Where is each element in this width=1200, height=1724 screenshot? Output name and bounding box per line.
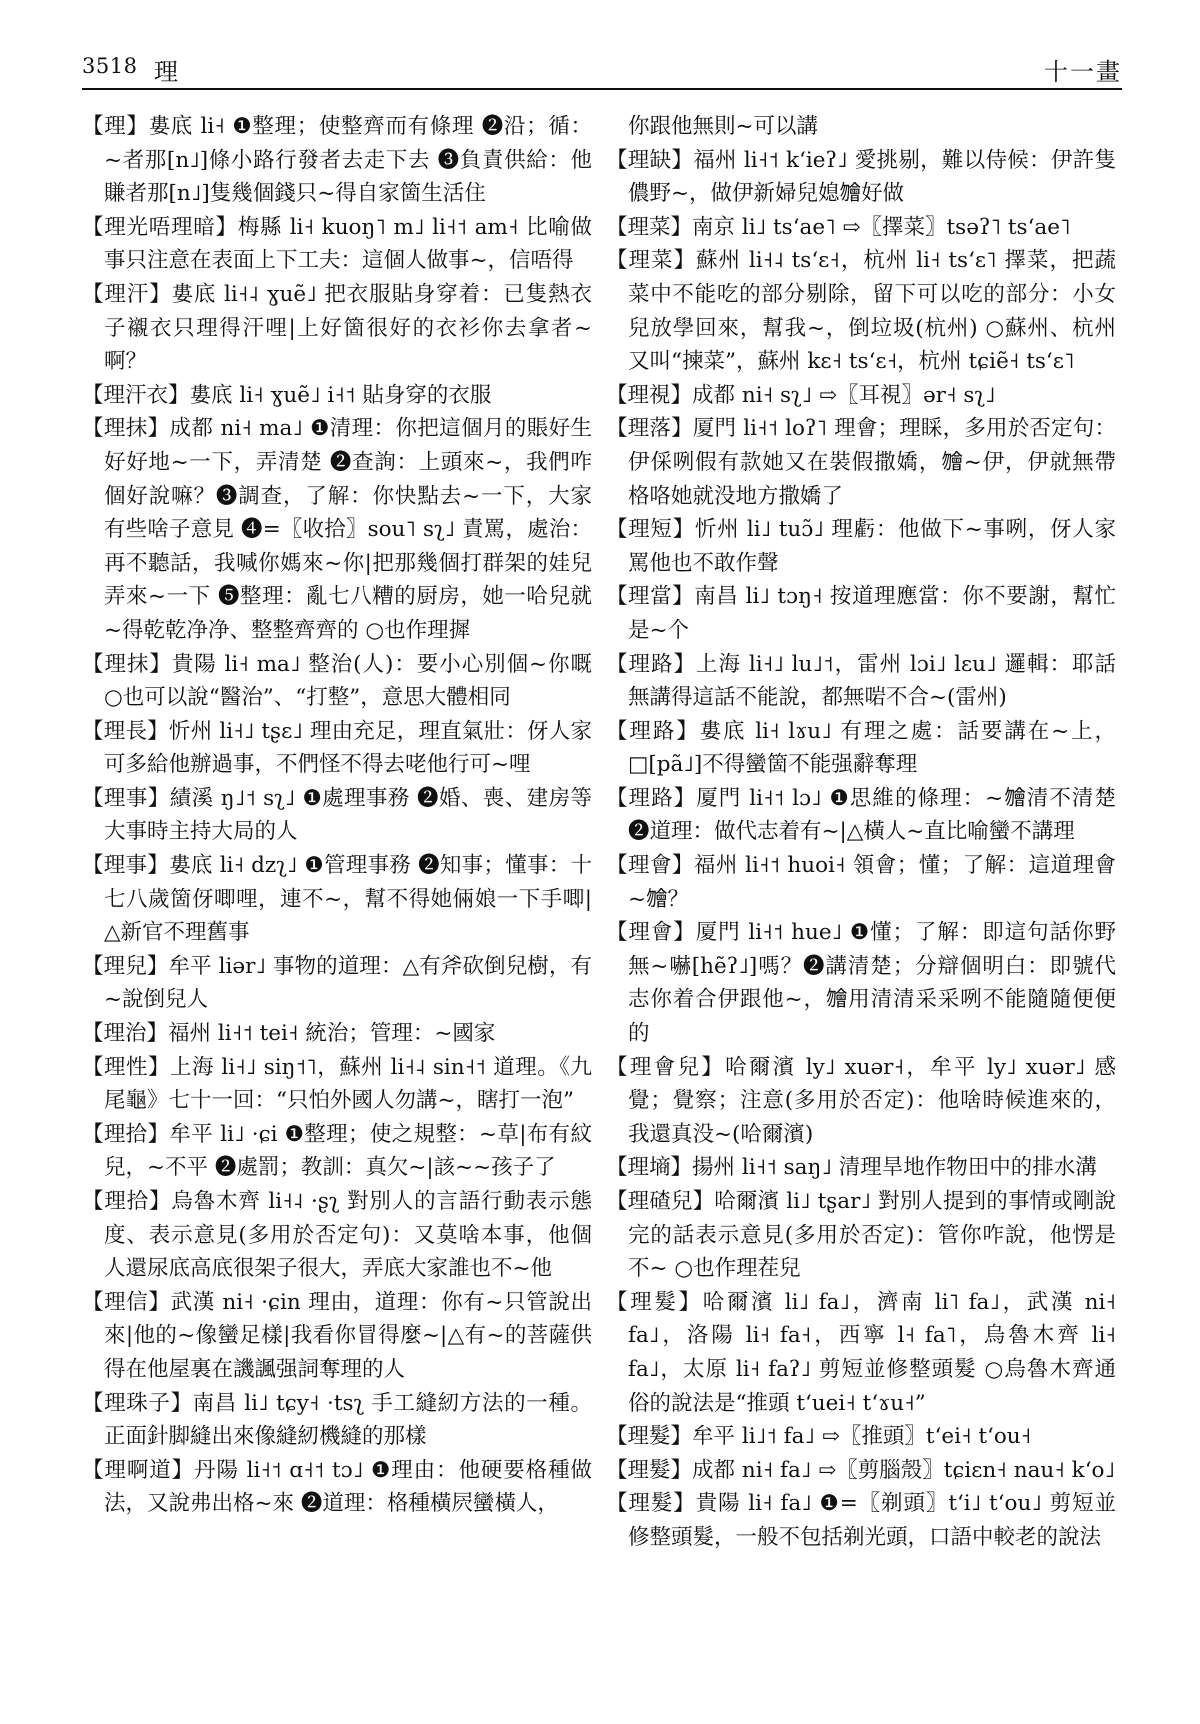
entry-headword: 【理珠子】 — [82, 1390, 193, 1416]
dictionary-entry — [606, 513, 1116, 580]
entry-definition: 成都 ni˧ sʅ˩ ⇨〖耳視〗ər˧ sʅ˩ — [692, 382, 996, 408]
entry-headword: 【理菜】 — [606, 248, 697, 274]
dictionary-entry — [606, 648, 1116, 715]
dictionary-entry — [82, 715, 592, 782]
entry-headword: 【理路】 — [606, 785, 697, 811]
entry-definition: 婁底 li˧ dzʅ˩ ❶管理事務 ❷知事；懂事：十七八歲箇伢唧哩，連不~，幫不得她倆娘一下手唧|△新官不理舊事 — [104, 853, 592, 946]
entry-definition: 上海 li˧˩ siŋ˦˥，蘇州 li˧˨ sin˧˦ 道理。《九尾龜》七十一回：“只怕外國人勿講~，瞎打一泡” — [104, 1054, 592, 1114]
entry-definition: 哈爾濱 ly˩ xuər˧，牟平 ly˩ xuər˩ 感覺；覺察；注意(多用於否定)：他啥時候進來的，我還真没~(哈爾濱) — [628, 1054, 1116, 1147]
entry-definition: 厦門 li˧˦ lɔ˩ ❶思維的條理：~𣍐清不清楚 ❷道理：做代志着有~|△橫人~直比喻蠻不講理 — [628, 785, 1116, 845]
entry-definition: 成都 ni˧ fa˩ ⇨〖剪腦殼〗tɕiɛn˧ nau˧ kʻo˩ — [692, 1457, 1116, 1483]
entry-headword: 【理拾】 — [82, 1189, 172, 1214]
entry-headword: 【理落】 — [606, 416, 693, 442]
entry-headword: 【理菜】 — [606, 214, 693, 240]
entry-headword: 【理路】 — [606, 651, 697, 677]
dictionary-entry — [82, 412, 592, 647]
entry-definition: 婁底 li˧ ɣuẽ˩ i˧˦ 貼身穿的衣服 — [189, 382, 492, 408]
dictionary-entry — [606, 715, 1116, 782]
dictionary-entry — [82, 782, 592, 849]
entry-definition: 南昌 li˩ tɕy˧ ·tsʅ 手工縫紉方法的一種。正面針脚縫出來像縫紉機縫的那樣 — [104, 1390, 592, 1450]
entry-definition: 婁底 li˧ ❶整理；使整齊而有條理 ❷沿；循：~者那[n˩]條小路行發者去走下去 ❸負責供給：他賺者那[n˩]隻幾個錢只~得自家箇生活住 — [104, 114, 592, 207]
entry-headword: 【理視】 — [606, 382, 693, 408]
entry-definition: 婁底 li˧ lɤu˩ 有理之處：話要講在~上，□[pã˩]不得蠻箇不能强辭奪理 — [628, 718, 1116, 778]
entry-headword: 【理汗衣】 — [82, 382, 190, 408]
entry-definition: 厦門 li˧˦ loʔ˥ 理會；理睬，多用於否定句：伊倸咧假有款她又在裝假撒嬌，𣍐~伊，伊就無帶格咯她就没地方撒嬌了 — [628, 416, 1116, 509]
entry-definition: 福州 li˧˦ huoi˧ 領會；懂；了解：這道理會~𣍐？ — [628, 853, 1116, 912]
dictionary-entry — [606, 211, 1116, 245]
dictionary-entry — [606, 1487, 1116, 1554]
entry-headword: 【理兒】 — [82, 953, 169, 979]
entry-definition: 貴陽 li˧ fa˩ ❶=〖剃頭〗tʻi˩ tʻou˩ 剪短並修整頭髮，一般不包括剃光頭，口語中較老的說法 — [628, 1491, 1116, 1550]
entry-headword: 【理路】 — [606, 718, 700, 744]
dictionary-entry — [82, 278, 592, 379]
dictionary-entry — [606, 379, 1116, 413]
entry-headword: 【理事】 — [82, 785, 170, 811]
dictionary-entry — [82, 211, 592, 278]
entry-definition: 忻州 li˩ tuɔ̃˩ 理虧：他做下~事咧，伢人家罵他也不敢作聲 — [628, 517, 1116, 576]
dictionary-entry — [606, 244, 1116, 378]
stroke-count-label: 十一畫 — [1044, 58, 1122, 86]
entry-headword: 【理會兒】 — [606, 1054, 726, 1080]
entry-definition: 忻州 li˧˩ tʂɛ˩ 理由充足，理直氣壯：伢人家可多給他辦過事，不們怪不得去咾他行可~哩 — [104, 718, 592, 778]
dictionary-entry — [606, 412, 1116, 513]
entry-definition: 南京 li˩ tsʻae˥ ⇨〖擇菜〗tsəʔ˥ tsʻae˥ — [692, 214, 1071, 240]
dictionary-entry — [606, 580, 1116, 647]
entry-definition: 梅縣 li˧ kuoŋ˥ m˩ li˧˦ am˧ 比喻做事只注意在表面上下工夫：這個人做事~，信唔得 — [104, 214, 592, 274]
entry-headword: 【理啊道】 — [82, 1457, 195, 1483]
entry-headword: 【理缺】 — [606, 147, 694, 173]
page-number: 3518 — [82, 54, 138, 78]
entry-headword: 【理抹】 — [82, 651, 172, 677]
entry-headword: 【理抹】 — [82, 416, 170, 442]
entry-headword: 【理事】 — [82, 853, 170, 879]
entry-headword: 【理拾】 — [82, 1121, 170, 1147]
entry-headword: 【理短】 — [606, 517, 695, 543]
entry-headword: 【理墒】 — [606, 1155, 693, 1181]
entry-headword: 【理光唔理暗】 — [82, 214, 238, 240]
entry-definition: 績溪 ŋ˩˦ sʅ˩ ❶處理事務 ❷婚、喪、建房等大事時主持大局的人 — [104, 785, 592, 845]
entry-headword: 【理髮】 — [606, 1424, 693, 1450]
entry-definition: 武漢 ni˧ ·ɕin 理由，道理：你有~只管說出來|他的~像蠻足樣|我看你冒得麼~|△有~的菩薩供得在他屋裏在譏諷强詞奪理的人 — [104, 1289, 592, 1382]
dictionary-entry — [606, 849, 1116, 916]
entry-headword: 【理治】 — [82, 1021, 169, 1047]
dictionary-entry — [82, 1118, 592, 1185]
entry-definition: 哈爾濱 li˩ tʂar˩ 對別人提到的事情或剛說完的話表示意見(多用於否定)：管你咋說，他愣是不~ ○也作理茬兒 — [628, 1189, 1116, 1282]
dictionary-entry — [606, 1051, 1116, 1152]
dictionary-entry — [82, 110, 592, 211]
entry-headword: 【理汗】 — [82, 281, 172, 307]
entry-definition: 牟平 liər˩ 事物的道理：△有斧砍倒兒樹，有~說倒兒人 — [104, 953, 592, 1013]
entry-definition: 南昌 li˩ tɔŋ˧ 按道理應當：你不要謝，幫忙是~个 — [628, 584, 1116, 643]
entry-definition: 婁底 li˧˨ ɣuẽ˩ 把衣服貼身穿着：已隻熱衣子襯衣只理得汗哩|上好箇很好的衣衫你去拿者~啊？ — [104, 281, 592, 375]
dictionary-entry — [606, 144, 1116, 211]
dictionary-entry — [606, 916, 1116, 1050]
entry-definition: 成都 ni˧ ma˩ ❶清理：你把這個月的賬好生好好地~一下，弄清楚 ❷查詢：上頭來~，我們咋個好說嘛？❸調查，了解：你快點去~一下，大家有些啥子意見 ❹=〖收拾〗sou˥ sʅ˩ 責罵，處治：再不聽話，我喊你媽來~你|把那幾個打群架的娃兒弄來~一下 ❺整理：亂七八糟的厨房，她一哈兒就~得乾乾净净、整整齊齊的 ○也作理摨 — [104, 416, 592, 643]
dictionary-entry — [606, 782, 1116, 849]
entry-definition: 丹陽 li˧˦ ɑ˧˦ tɔ˩ ❶理由：他硬要格種做法，又說弗出格~來 ❷道理：格種橫屄蠻橫人， — [104, 1457, 592, 1517]
entry-headword: 【理碴兒】 — [606, 1189, 715, 1214]
dictionary-entry — [82, 1286, 592, 1387]
left-column — [82, 110, 592, 1521]
entry-headword: 【理長】 — [82, 718, 169, 744]
dictionary-entry — [82, 1051, 592, 1118]
entry-definition: 蘇州 li˧˨ tsʻɛ˧，杭州 li˧ tsʻɛ˥ 擇菜，把蔬菜中不能吃的部分剔除，留下可以吃的部分：小女兒放學回來，幫我~，倒垃圾(杭州) ○蘇州、杭州又叫“揀菜”，蘇州 kɛ˧ tsʻɛ˧，杭州 tɕiẽ˧ tsʻɛ˥ — [628, 248, 1116, 375]
entry-headword: 【理會】 — [606, 853, 694, 879]
dictionary-entry — [82, 1017, 592, 1051]
entry-headword: 【理髮】 — [606, 1289, 703, 1315]
dictionary-entry — [606, 1454, 1116, 1488]
entry-headword: 【理髮】 — [606, 1491, 696, 1517]
head-character: 理 — [154, 58, 178, 86]
entry-headword: 【理髮】 — [606, 1457, 693, 1483]
dictionary-entry — [606, 1420, 1116, 1454]
entry-headword: 【理性】 — [82, 1054, 171, 1080]
dictionary-entry — [606, 1151, 1116, 1185]
dictionary-entry — [82, 648, 592, 715]
dictionary-entry — [606, 1185, 1116, 1286]
entry-headword: 【理】 — [82, 114, 149, 139]
entry-definition: 烏魯木齊 li˧˨ ·ʂʅ 對別人的言語行動表示態度、表示意見(多用於否定句)：又莫啥本事，他個人還尿底高底很架子很大，弄底大家誰也不~他 — [104, 1189, 592, 1282]
dictionary-entry — [82, 1387, 592, 1454]
entry-definition: 厦門 li˧˦ hue˩ ❶懂；了解：即這句話你野無~嚇[hẽʔ˩]嗎？❷講清楚；分辯個明白：即號代志你着合伊跟他~，𣍐用清清采采咧不能隨隨便便的 — [628, 920, 1116, 1047]
entry-headword: 【理當】 — [606, 584, 695, 610]
entry-definition: 牟平 li˩˦ fa˩ ⇨〖推頭〗tʻei˧ tʻou˧ — [692, 1424, 1032, 1450]
dictionary-entry — [82, 1454, 592, 1521]
entry-definition: 揚州 li˧˦ saŋ˩ 清理旱地作物田中的排水溝 — [692, 1155, 1097, 1181]
entry-definition: 福州 li˧˦ tei˧ 統治；管理：~國家 — [168, 1021, 496, 1047]
page-header — [82, 50, 1122, 90]
dictionary-entry — [606, 1286, 1116, 1420]
dictionary-entry — [82, 950, 592, 1017]
entry-definition: 貴陽 li˧ ma˩ 整治(人)：要小心別個~你嘅 ○也可以說“醫治”、“打整”，意思大體相同 — [104, 651, 592, 711]
dictionary-entry — [82, 379, 592, 413]
entry-definition: 上海 li˧˩ lu˩˦，雷州 lɔi˩ lɛu˩ 邏輯：耶話無講得這話不能說，都無啱不合~(雷州) — [628, 651, 1116, 711]
entry-definition: 你跟他無則~可以講 — [628, 114, 819, 139]
right-column — [606, 110, 1116, 1555]
dictionary-entry — [606, 110, 1116, 144]
entry-definition: 牟平 li˩ ·ɕi ❶整理；使之規整：~草|布有紋兒，~不平 ❷處罰；教訓：真欠~|該~~孩子了 — [104, 1121, 592, 1181]
dictionary-entry — [82, 849, 592, 950]
entry-definition: 福州 li˧˦ kʻieʔ˩ 愛挑剔，難以侍候：伊許隻儂野~，做伊新婦兒媳𣍐好做 — [628, 147, 1116, 207]
entry-definition: 哈爾濱 li˩ fa˩，濟南 li˥ fa˩，武漢 ni˧ fa˩，洛陽 li˧ fa˧，西寧 l˧ fa˥，烏魯木齊 li˧ fa˩，太原 li˧ faʔ˩ 剪短並修整頭髮 ○烏魯木齊通俗的說法是“推頭 tʻuei˧ tʻɤu˧” — [628, 1289, 1116, 1416]
entry-headword: 【理會】 — [606, 920, 696, 946]
entry-headword: 【理信】 — [82, 1289, 171, 1315]
dictionary-entry — [82, 1185, 592, 1286]
